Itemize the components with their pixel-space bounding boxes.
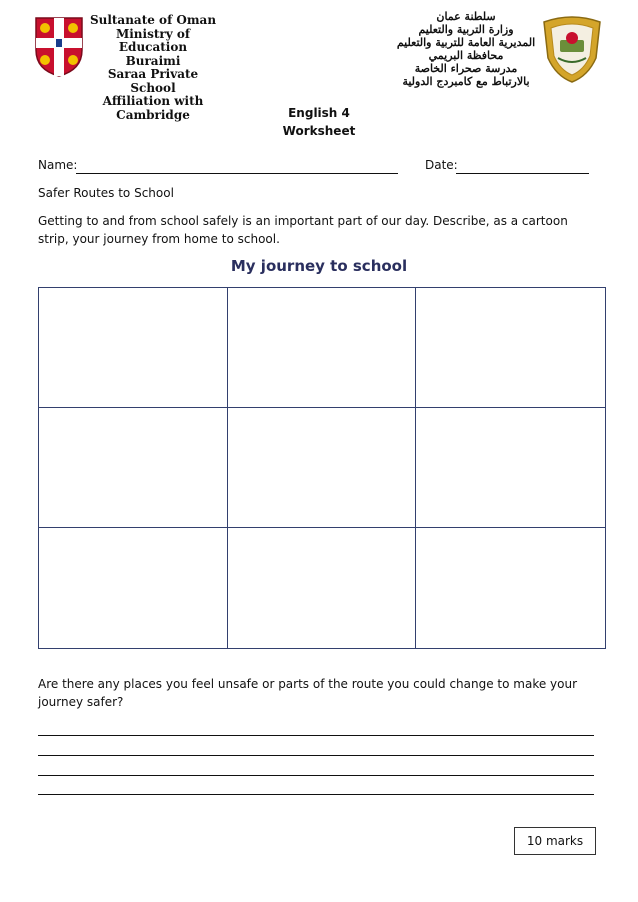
- name-label: Name:: [38, 158, 78, 172]
- header-right-line: وزارة التربية والتعليم: [418, 23, 514, 36]
- date-label: Date:: [425, 158, 458, 172]
- cartoon-panel[interactable]: [228, 408, 417, 528]
- date-field-line[interactable]: [456, 173, 589, 174]
- cartoon-panel[interactable]: [416, 288, 605, 408]
- answer-line[interactable]: [38, 755, 594, 756]
- university-crest-logo: [34, 16, 84, 78]
- question-text: Are there any places you feel unsafe or parts of the route you could change to make your journey safer?: [38, 677, 578, 709]
- cartoon-panel[interactable]: [228, 528, 417, 648]
- header-left-line: Buraimi: [125, 53, 181, 68]
- grid-title: My journey to school: [230, 257, 408, 275]
- header-right-line: محافظة البريمي: [428, 49, 504, 62]
- header-right-line: المديرية العامة للتربية والتعليم: [396, 36, 536, 49]
- answer-line[interactable]: [38, 794, 594, 795]
- cartoon-panel[interactable]: [416, 408, 605, 528]
- cartoon-panel[interactable]: [39, 288, 228, 408]
- answer-line[interactable]: [38, 735, 594, 736]
- header-right-line: بالارتباط مع كامبردج الدولية: [402, 75, 530, 88]
- cartoon-panel[interactable]: [39, 408, 228, 528]
- header-left-line: Sultanate of Oman: [89, 13, 217, 27]
- header-left-line: Saraa Private School: [107, 67, 199, 95]
- topic-heading: Safer Routes to School: [38, 186, 174, 200]
- header-left-line: Affiliation with Cambridge: [102, 94, 204, 122]
- answer-line[interactable]: [38, 775, 594, 776]
- cartoon-strip-grid: [38, 287, 606, 649]
- instruction-text: Getting to and from school safely is an important part of our day. Describe, as a cartoon strip, your journey from home to school.: [38, 214, 568, 246]
- marks-box: 10 marks: [514, 827, 596, 855]
- header-right-text: [396, 10, 536, 88]
- cartoon-panel[interactable]: [39, 528, 228, 648]
- ministry-emblem-logo: [538, 14, 606, 84]
- header-left-line: Ministry of Education: [115, 26, 191, 54]
- header-right-line: سلطنة عمان: [436, 10, 496, 23]
- name-field-line[interactable]: [76, 173, 398, 174]
- cartoon-panel[interactable]: [416, 528, 605, 648]
- subject-title: English 4: [288, 106, 350, 120]
- cartoon-panel[interactable]: [228, 288, 417, 408]
- header-right-line: مدرسة صحراء الخاصة: [414, 62, 518, 75]
- worksheet-title: Worksheet: [282, 124, 356, 138]
